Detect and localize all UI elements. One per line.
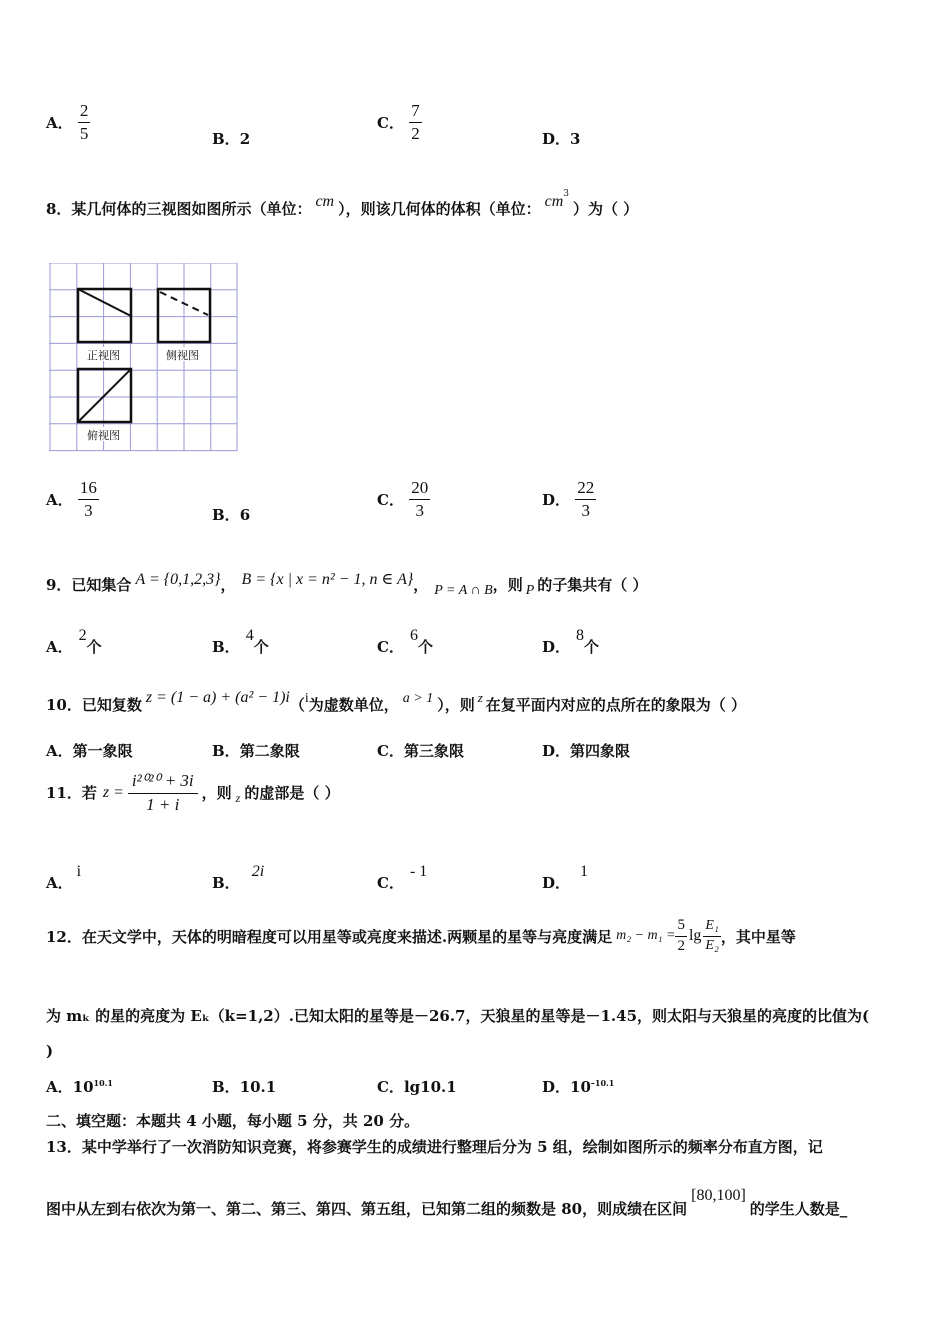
q13-line1: 13．某中学举行了一次消防知识竞赛，将参赛学生的成绩进行整理后分为 5 组，绘制如图所示的频率分布直方图，记 bbox=[46, 1138, 823, 1156]
q8-option-c: C． $\frac{20}{3}$ bbox=[377, 478, 429, 520]
q7-option-d: D．3 bbox=[542, 130, 581, 148]
q11-stem: 11．若 z = $\frac{\text{i²⁰²⁰ + 3i}}{1 + i}$ ，则 z 的虚部是（ ） bbox=[46, 771, 340, 814]
q9-option-d: D．8个 bbox=[542, 627, 600, 656]
front-view-label: 正视图 bbox=[87, 349, 120, 362]
q12-line1: 12．在天文学中，天体的明暗程度可以用星等或亮度来描述.两颗星的星等与亮度满足 m₂ − m₁ = $\frac{5}{2}$ lg $\frac{\text{E₁}}{\text{E₂}}$ ，其中星等 bbox=[46, 917, 796, 954]
q11-option-b: B．2i bbox=[212, 863, 265, 892]
fraction: $\frac{\text{i²⁰²⁰ + 3i}}{1 + i}$ bbox=[128, 772, 198, 814]
q12-option-b: B．10.1 bbox=[212, 1078, 277, 1096]
q10-option-d: D．第四象限 bbox=[542, 742, 631, 760]
q8-stem: 8．某几何体的三视图如图所示（单位： cm ），则该几何体的体积（单位： $cm^3$）为（ ） bbox=[46, 189, 639, 218]
q8-option-b: B．6 bbox=[212, 506, 251, 524]
front-view-line bbox=[78, 289, 131, 316]
side-view-label: 侧视图 bbox=[166, 349, 199, 362]
top-view-label: 俯视图 bbox=[87, 429, 120, 442]
q11-option-d: D．1 bbox=[542, 863, 589, 892]
fraction: $\frac{20}{3}$ bbox=[411, 478, 429, 520]
q12-line2: 为 mₖ 的星的亮度为 Eₖ（k=1,2）.已知太阳的星等是－26.7，天狼星的星等是－1.45，则太阳与天狼星的亮度的比值为( bbox=[46, 1007, 870, 1025]
q9-stem: 9．已知集合 A = {0,1,2,3}， B = {x | x = n² − 1, n ∈ A}， P = A ∩ B，则 P 的子集共有（ ） bbox=[46, 571, 648, 598]
q11-option-c: C．- 1 bbox=[377, 863, 428, 892]
q7-option-c: C． $\frac{7}{2}$ bbox=[377, 101, 420, 143]
q12-option-c: C．lg10.1 bbox=[377, 1078, 457, 1096]
top-view-diagonal bbox=[78, 369, 131, 422]
fraction: $\frac{7}{2}$ bbox=[411, 101, 420, 143]
three-view-drawing bbox=[49, 263, 239, 453]
front-view-square bbox=[78, 289, 131, 342]
q7-option-b: B．2 bbox=[212, 130, 251, 148]
section-title: 二、填空题：本题共 4 小题，每小题 5 分，共 20 分。 bbox=[46, 1112, 420, 1130]
q11-option-a: A．i bbox=[46, 863, 82, 892]
q13-line2: 图中从左到右依次为第一、第二、第三、第四、第五组，已知第二组的频数是 80，则成绩在区间[80,100]的学生人数是_ bbox=[46, 1187, 848, 1218]
q12-option-d: D．$10^{-10.1}$ bbox=[542, 1078, 615, 1096]
option-label: A． bbox=[46, 113, 73, 132]
q7-option-a bbox=[46, 102, 90, 143]
q12-line3: ) bbox=[46, 1042, 54, 1060]
fraction: $\frac{16}{3}$ bbox=[79, 478, 97, 520]
q10-option-a: A．第一象限 bbox=[46, 742, 133, 760]
q9-option-a: A．2个 bbox=[46, 627, 102, 656]
q10-option-c: C．第三象限 bbox=[377, 742, 464, 760]
q9-option-c: C．6个 bbox=[377, 627, 433, 656]
fraction: $\frac{2}{5}$ bbox=[79, 101, 89, 143]
q10-stem: 10．已知复数 z = (1 − a) + (a² − 1)i（i为虚数单位， a > 1 ），则 z 在复平面内对应的点所在的象限为（ ） bbox=[46, 689, 747, 714]
q8-option-d: D． $\frac{22}{3}$ bbox=[542, 478, 595, 520]
three-view-figure bbox=[49, 263, 239, 453]
fraction: $\frac{5}{2}$ bbox=[677, 917, 685, 954]
q9-option-b: B．4个 bbox=[212, 627, 269, 656]
fraction: $\frac{22}{3}$ bbox=[577, 478, 595, 520]
q8-option-a: A． $\frac{16}{3}$ bbox=[46, 478, 97, 520]
q10-option-b: B．第二象限 bbox=[212, 742, 300, 760]
fraction: $\frac{\text{E₁}}{\text{E₂}}$ bbox=[705, 918, 719, 953]
q12-option-a: A．$10^{10.1}$ bbox=[46, 1078, 113, 1096]
